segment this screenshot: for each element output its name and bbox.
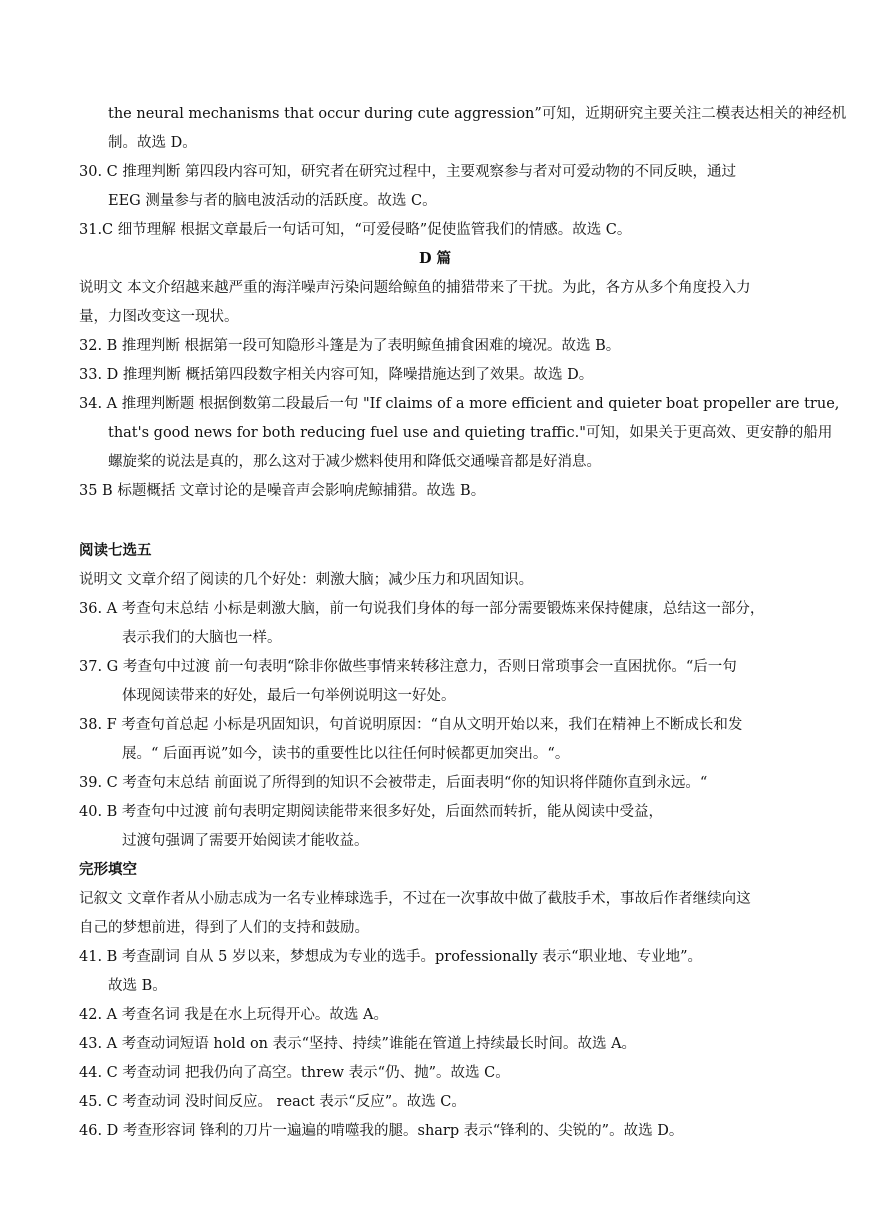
text-line: 表示我们的大脑也一样。	[122, 630, 282, 646]
section-heading: 阅读七选五	[79, 542, 152, 559]
text-line: 43. A 考查动词短语 hold on 表示“坚持、持续”谁能在管道上持续最长时间。故选 A。	[79, 1036, 637, 1052]
text-line: 展。“ 后面再说”如今，读书的重要性比以往任何时候都更加突出。“。	[122, 746, 570, 762]
text-line: 45. C 考查动词 没时间反应。 react 表示“反应”。故选 C。	[79, 1094, 466, 1110]
text-line: 37. G 考查句中过渡 前一句表明“除非你做些事情来转移注意力，否则日常琐事会一直困扰你。“后一句	[79, 659, 737, 675]
text-line: 36. A 考查句末总结 小标是刺激大脑，前一句说我们身体的每一部分需要锻炼来保持健康，总结这一部分，	[79, 601, 765, 617]
text-line: 制。故选 D。	[108, 135, 197, 151]
section-heading: D 篇	[418, 250, 452, 267]
text-line: the neural mechanisms that occur during cute aggression”可知，近期研究主要关注二模表达相关的神经机	[108, 106, 847, 122]
text-line: 自己的梦想前进，得到了人们的支持和鼓励。	[79, 920, 369, 936]
text-line: 42. A 考查名词 我是在水上玩得开心。故选 A。	[79, 1007, 388, 1023]
text-line: 39. C 考查句末总结 前面说了所得到的知识不会被带走，后面表明“你的知识将伴随你直到永远。“	[79, 775, 708, 791]
text-line: 33. D 推理判断 概括第四段数字相关内容可知，降噪措施达到了效果。故选 D。	[79, 367, 594, 383]
text-line: 32. B 推理判断 根据第一段可知隐形斗篷是为了表明鲸鱼捕食困难的境况。故选 B。	[79, 338, 621, 354]
text-line: 44. C 考查动词 把我仍向了高空。threw 表示“仍、抛”。故选 C。	[79, 1065, 510, 1081]
text-line: 38. F 考查句首总起 小标是巩固知识，句首说明原因：“自从文明开始以来，我们在精神上不断成长和发	[79, 717, 743, 733]
text-line: EEG 测量参与者的脑电波活动的活跃度。故选 C。	[108, 193, 437, 209]
text-line: 34. A 推理判断题 根据倒数第二段最后一句 "If claims of a more efficient and quieter boat propeller are true,	[79, 396, 840, 412]
section-heading: 完形填空	[79, 861, 137, 878]
text-line: 40. B 考查句中过渡 前句表明定期阅读能带来很多好处，后面然而转折，能从阅读中受益，	[79, 804, 664, 820]
text-line: 30. C 推理判断 第四段内容可知，研究者在研究过程中，主要观察参与者对可爱动物的不同反映，通过	[79, 164, 736, 180]
text-line: 体现阅读带来的好处，最后一句举例说明这一好处。	[122, 688, 456, 704]
text-line: 说明文 文章介绍了阅读的几个好处：刺激大脑；减少压力和巩固知识。	[79, 572, 534, 588]
text-line: 故选 B。	[108, 978, 167, 994]
text-line: 35 B 标题概括 文章讨论的是噪音声会影响虎鲸捕猎。故选 B。	[79, 483, 486, 499]
text-line: 量，力图改变这一现状。	[79, 309, 239, 325]
text-line: 螺旋桨的说法是真的，那么这对于减少燃料使用和降低交通噪音都是好消息。	[108, 454, 601, 470]
text-line: 记叙文 文章作者从小励志成为一名专业棒球选手，不过在一次事故中做了截肢手术，事故后作者继续向这	[79, 891, 751, 907]
text-line: 46. D 考查形容词 锋利的刀片一遍遍的啃噬我的腿。sharp 表示“锋利的、尖锐的”。故选 D。	[79, 1123, 684, 1139]
text-line: 31.C 细节理解 根据文章最后一句话可知，“可爱侵略”促使监管我们的情感。故选 C。	[79, 222, 632, 238]
text-line: that's good news for both reducing fuel use and quieting traffic."可知，如果关于更高效、更安静的船用	[108, 425, 833, 441]
text-line: 说明文 本文介绍越来越严重的海洋噪声污染问题给鲸鱼的捕猎带来了干扰。为此，各方从多个角度投入力	[79, 280, 751, 296]
text-line: 过渡句强调了需要开始阅读才能收益。	[122, 833, 369, 849]
text-line: 41. B 考查副词 自从 5 岁以来，梦想成为专业的选手。professionally 表示“职业地、专业地”。	[79, 949, 703, 965]
